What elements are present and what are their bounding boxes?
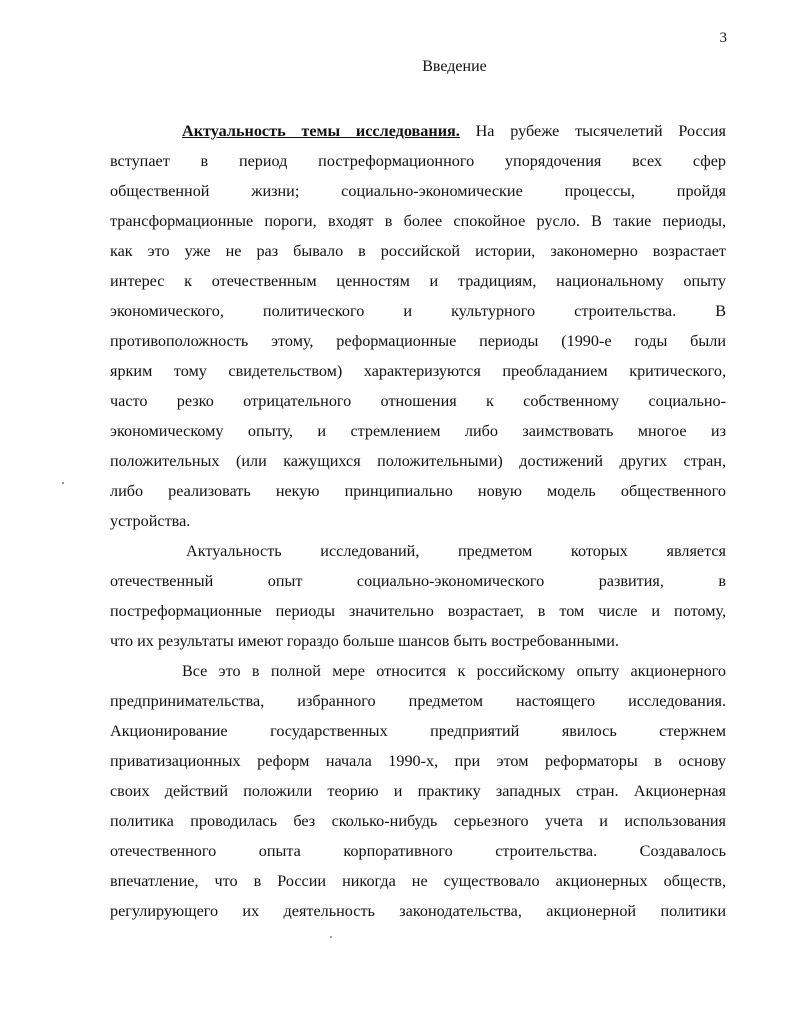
paragraph-line: Актуальность исследований, предметом которых является: [186, 542, 726, 560]
paragraph-line: общественной жизни; социально-экономические процессы, пройдя: [110, 182, 726, 200]
paragraph-1: [110, 116, 726, 536]
body-text: [110, 116, 726, 926]
paragraph-line: отечественный опыт социально-экономического развития, в: [110, 572, 726, 590]
page-title: Введение: [422, 58, 487, 75]
paragraph-line: экономическому опыту, и стремлением либо заимствовать многое из: [110, 422, 726, 440]
paragraph-line: либо реализовать некую принципиально новую модель общественного: [110, 482, 726, 500]
page-number: 3: [719, 30, 727, 46]
paragraph-3: [110, 656, 726, 926]
section-subheading: Актуальность темы исследования.: [182, 122, 460, 140]
paragraph-line: предпринимательства, избранного предметом настоящего исследования.: [110, 692, 726, 710]
paragraph-line: своих действий положили теорию и практику западных стран. Акционерная: [110, 782, 726, 800]
paragraph-line: противоположность этому, реформационные периоды (1990-е годы были: [110, 332, 726, 350]
paragraph-line: часто резко отрицательного отношения к собственному социально-: [110, 392, 726, 410]
paragraph-line: ярким тому свидетельством) характеризуются преобладанием критического,: [110, 362, 726, 380]
paragraph-line: отечественного опыта корпоративного строительства. Создавалось: [110, 842, 726, 860]
paragraph-line: трансформационные пороги, входят в более спокойное русло. В такие периоды,: [110, 212, 726, 230]
paragraph-line: вступает в период постреформационного упорядочения всех сфер: [110, 152, 726, 170]
paragraph-line: приватизационных реформ начала 1990-х, при этом реформаторы в основу: [110, 752, 726, 770]
scan-speck: [62, 482, 64, 484]
paragraph-line: экономического, политического и культурного строительства. В: [110, 302, 726, 320]
paragraph-line: что их результаты имеют гораздо больше шансов быть востребованными.: [110, 632, 619, 650]
paragraph-line: Все это в полной мере относится к российскому опыту акционерного: [182, 662, 726, 680]
paragraph-line: интерес к отечественным ценностям и традициям, национальному опыту: [110, 272, 726, 290]
paragraph-line: положительных (или кажущихся положительными) достижений других стран,: [110, 452, 726, 470]
paragraph-line: Актуальность темы исследования. На рубеже тысячелетий Россия: [182, 122, 726, 140]
paragraph-line: устройства.: [110, 512, 191, 530]
paragraph-line: как это уже не раз бывало в российской истории, закономерно возрастает: [110, 242, 726, 260]
paragraph-line: Акционирование государственных предприятий явилось стержнем: [110, 722, 726, 740]
paragraph-line: постреформационные периоды значительно возрастает, в том числе и потому,: [110, 602, 726, 620]
paragraph-line: регулирующего их деятельность законодательства, акционерной политики: [110, 902, 726, 920]
paragraph-line: впечатление, что в России никогда не существовало акционерных обществ,: [110, 872, 726, 890]
paragraph-2: [110, 536, 726, 656]
scan-speck: [330, 936, 332, 938]
paragraph-line: политика проводилась без сколько-нибудь серьезного учета и использования: [110, 812, 726, 830]
